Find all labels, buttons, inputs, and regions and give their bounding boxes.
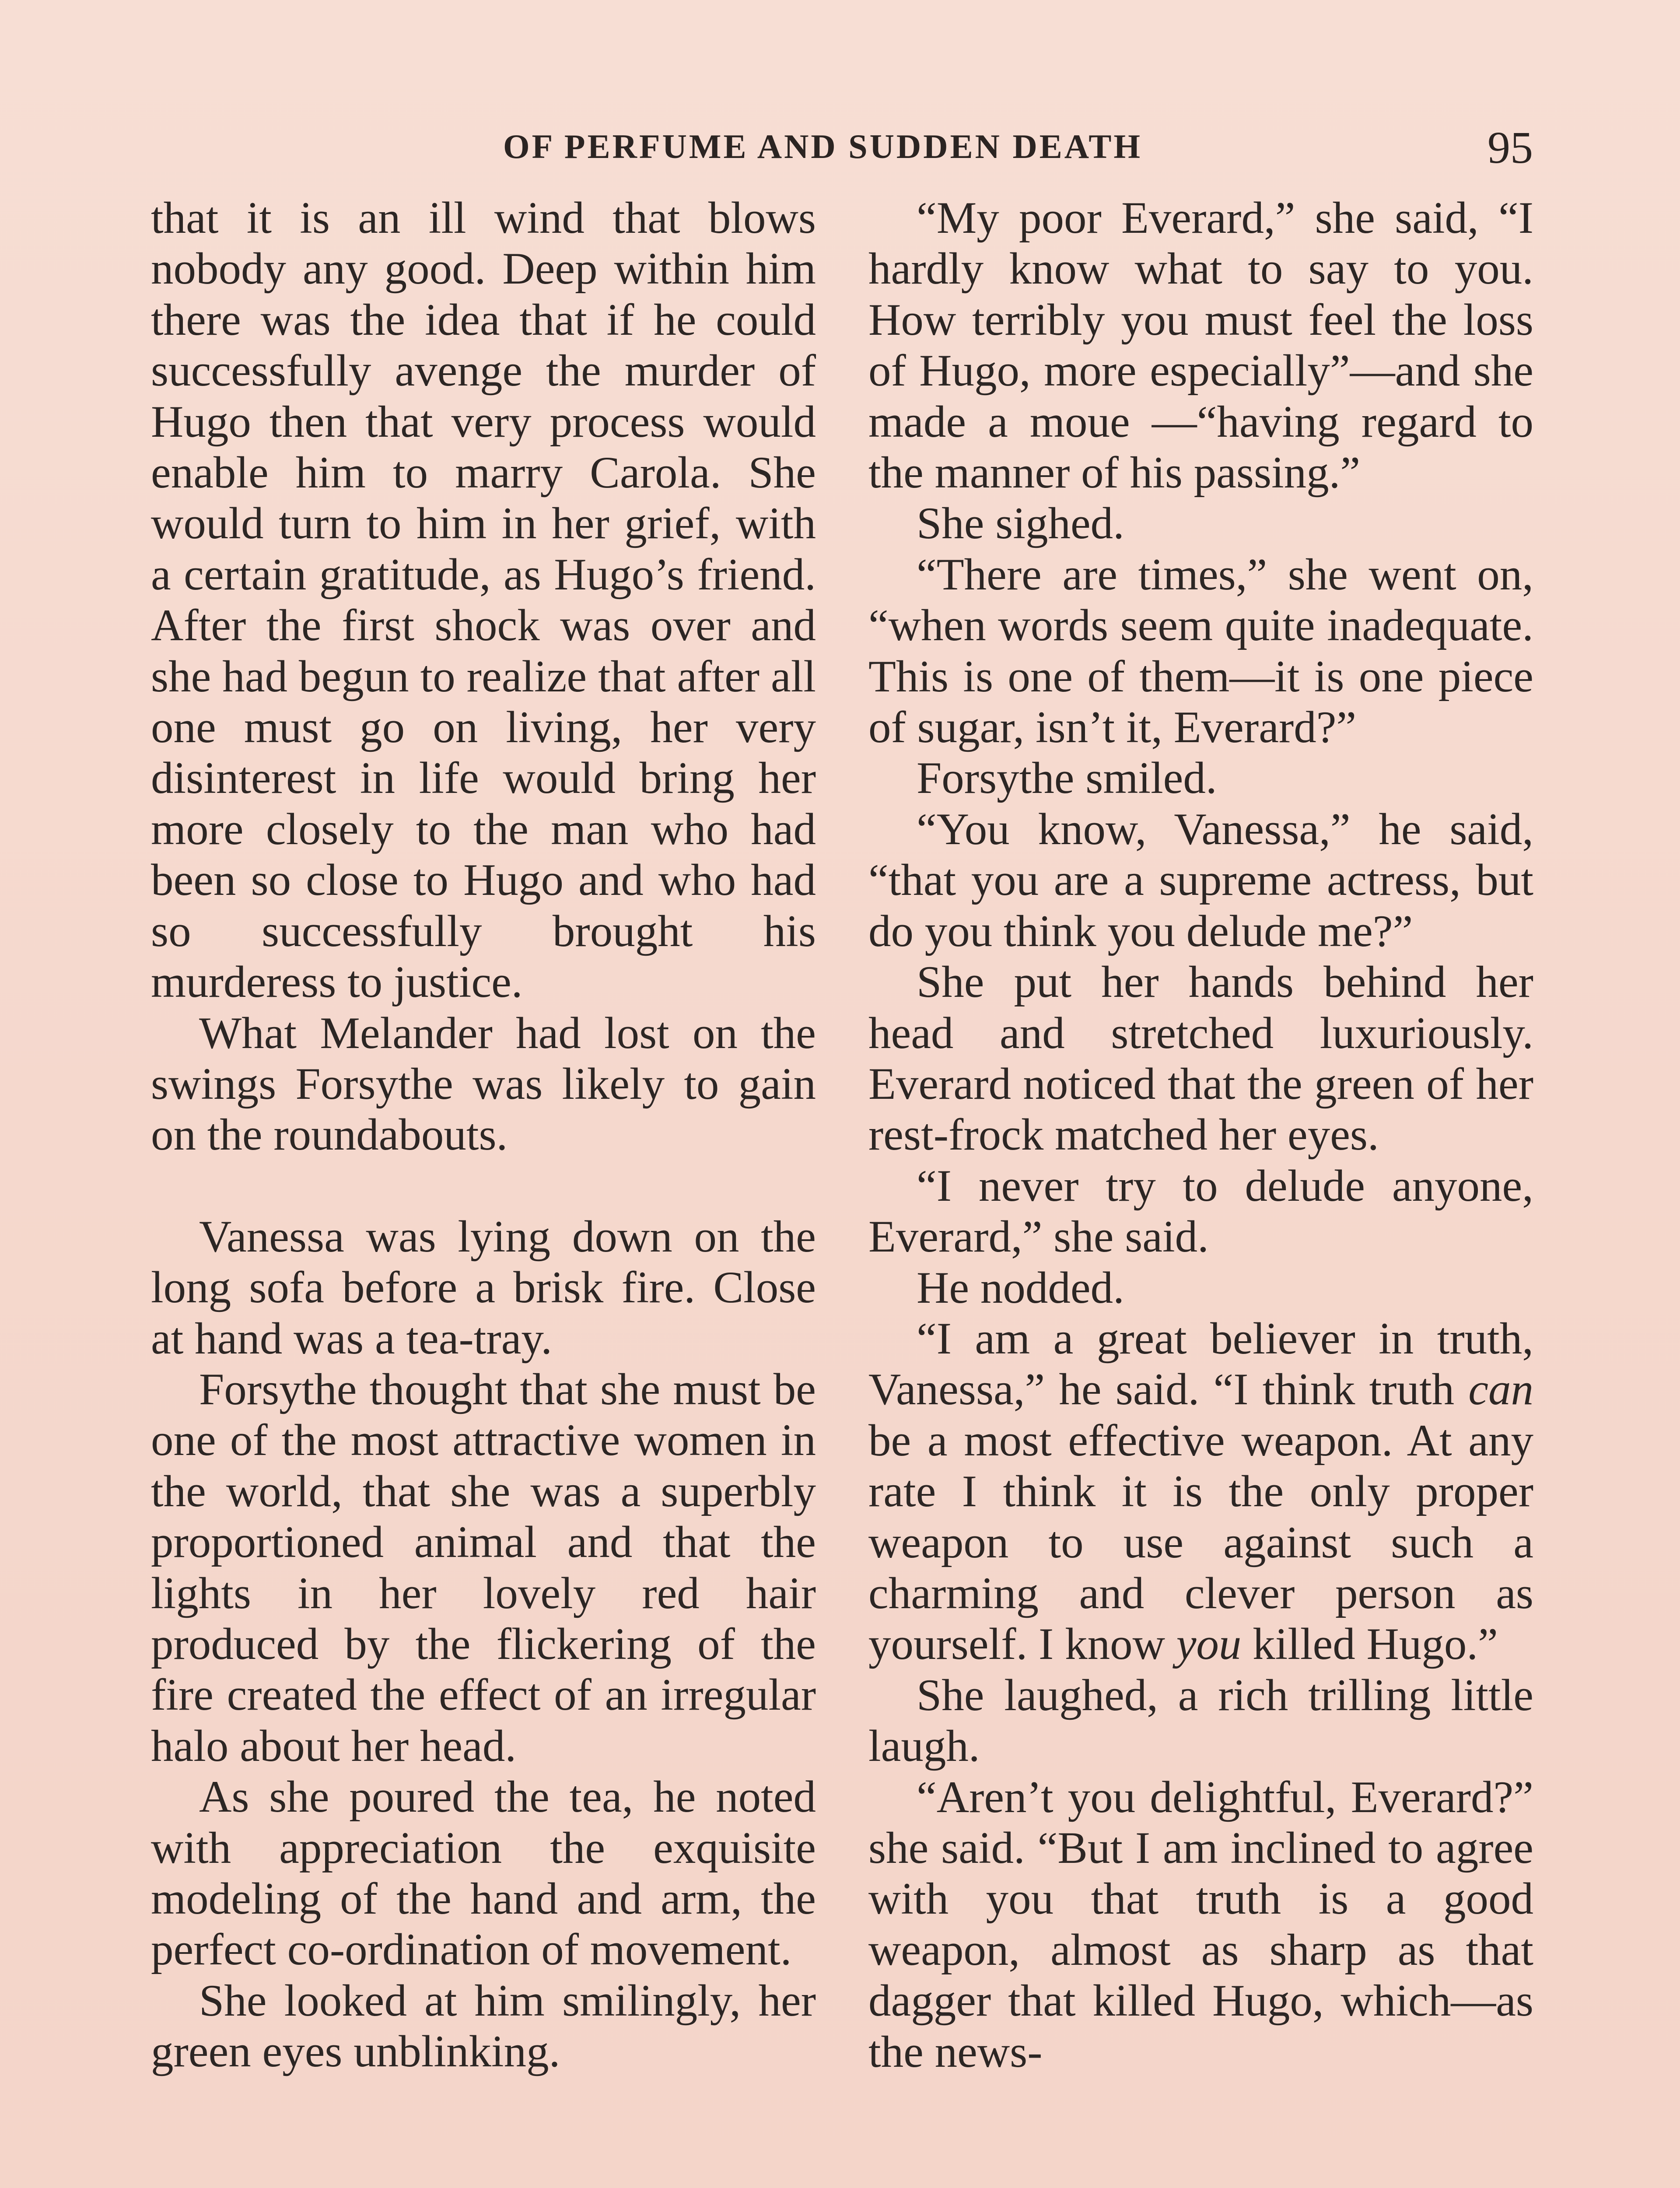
paragraph-right-7: “I never try to delude anyone, Everard,” she said. xyxy=(868,1161,1533,1262)
page-number: 95 xyxy=(1488,123,1533,173)
paragraph-right-11: “Aren’t you delightful, Everard?” she said. “But I am inclined to agree with you that truth is a good weapon, almost as sharp as that dagger that killed Hugo, which—as the news- xyxy=(868,1772,1533,2077)
text-span: killed Hugo.” xyxy=(1241,1619,1498,1669)
paragraph-left-4: Forsythe thought that she must be one of the most attractive women in the world, that she was a superbly proportioned animal and that the lights in her lovely red hair produced by the flickering of the fire created the effect of an irregular halo about her head. xyxy=(151,1364,816,1771)
paragraph-right-4: Forsythe smiled. xyxy=(917,753,1217,803)
paragraph-right-9 xyxy=(868,1313,1533,1670)
text-span: be a most effective weapon. At any rate I think it is the only proper weapon to use against such a charming and clever person as yourself. I know xyxy=(868,1415,1533,1669)
paragraph-right-5: “You know, Vanessa,” he said, “that you are a supreme actress, but do you think you delude me?” xyxy=(868,804,1533,956)
paragraph-right-2: She sighed. xyxy=(917,498,1124,549)
paragraph-right-3: “There are times,” she went on, “when words seem quite inadequate. This is one of them—it is one piece of sugar, isn’t it, Everard?” xyxy=(868,549,1533,753)
text-span: “I am a great believer in truth, Vanessa,” he said. “I think truth xyxy=(868,1313,1533,1415)
running-title: OF PERFUME AND SUDDEN DEATH xyxy=(503,127,1143,165)
paragraph-left-6: She looked at him smilingly, her green eyes unblinking. xyxy=(151,1975,816,2077)
paragraph-right-1: “My poor Everard,” she said, “I hardly know what to say to you. How terribly you must feel the loss of Hugo, more especially”—and she made a moue —“having regard to the manner of his passing.” xyxy=(868,193,1533,498)
paragraph-left-2: What Melander had lost on the swings Forsythe was likely to gain on the roundabouts. xyxy=(151,1008,816,1160)
emphasis-you: you xyxy=(1176,1619,1242,1669)
paragraph-left-5: As she poured the tea, he noted with appreciation the exquisite modeling of the hand and arm, the perfect co-ordination of movement. xyxy=(151,1772,816,1975)
left-column xyxy=(151,193,816,2077)
right-column xyxy=(868,193,1533,2077)
emphasis-can: can xyxy=(1468,1364,1533,1415)
paragraph-right-10: She laughed, a rich trilling little laugh. xyxy=(868,1670,1533,1771)
paragraph-left-1: that it is an ill wind that blows nobody any good. Deep within him there was the idea that if he could successfully avenge the murder of Hugo then that very process would enable him to marry Carola. She would turn to him in her grief, with a certain gratitude, as Hugo’s friend. After the first shock was over and she had begun to realize that after all one must go on living, her very disinterest in life would bring her more closely to the man who had been so close to Hugo and who had so successfully brought his murderess to justice. xyxy=(151,193,816,1007)
paragraph-left-3: Vanessa was lying down on the long sofa before a brisk fire. Close at hand was a tea-tray. xyxy=(151,1211,816,1364)
paragraph-right-6: She put her hands behind her head and stretched luxuriously. Everard noticed that the green of her rest-frock matched her eyes. xyxy=(868,957,1533,1160)
paragraph-right-8: He nodded. xyxy=(917,1262,1124,1313)
